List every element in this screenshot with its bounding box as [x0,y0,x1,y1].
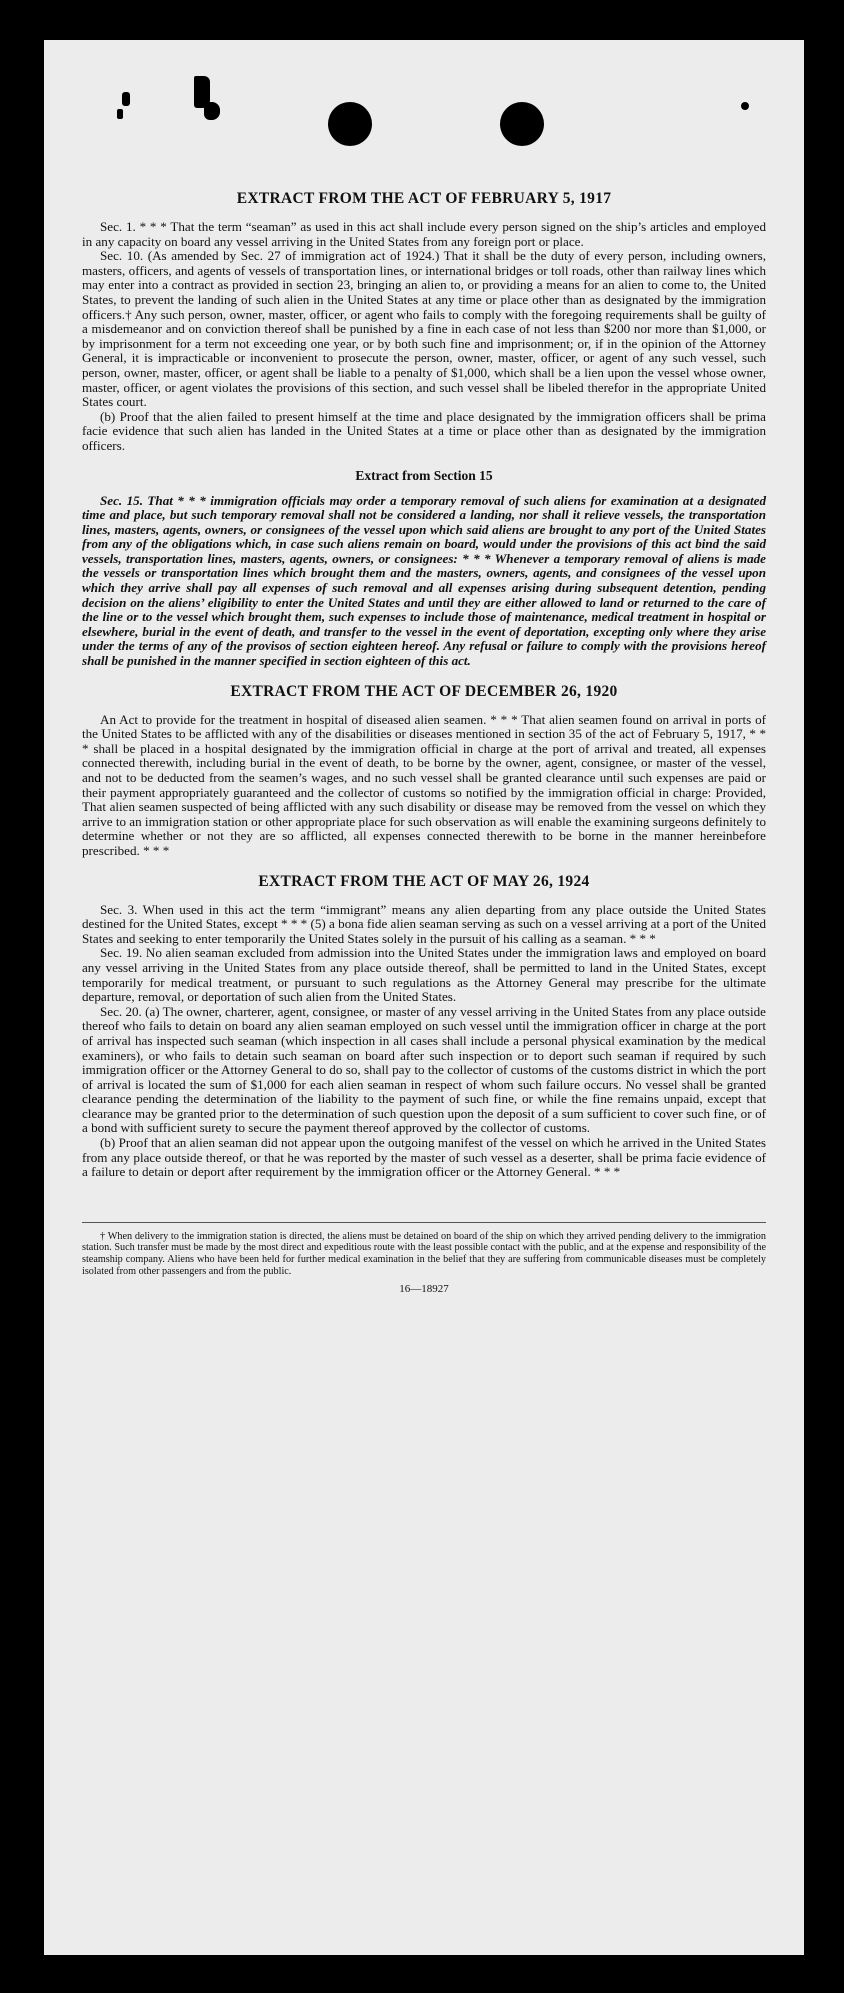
paragraph: Sec. 20. (a) The owner, charterer, agent, consignee, or master of any vessel arriving in the United States from any place outside thereof who fails to detain on board any alien seaman employed on such vessel until the immigration officer in charge at the port of arrival has inspected such seaman (which inspection in all cases shall include a personal physical examination by the medical examiners), or who fails to detain such seaman on board after such inspection or to deport such seaman if required by such immigration officer or the Attorney General to do so, shall pay to the collector of customs of the customs district in which the port of arrival is located the sum of $1,000 for each alien seaman in respect of whom such failure occurs. No vessel shall be granted clearance pending the determination of the liability to the payment of such fine, or while the fine remains unpaid, except that clearance may be granted prior to the determination of such question upon the deposit of a sum sufficient to cover such fine, or of a bond with sufficient surety to secure the payment thereof approved by the collector of customs. [82,1003,766,1136]
paragraph: Sec. 10. (As amended by Sec. 27 of immigration act of 1924.) That it shall be the duty of every person, including owners, masters, officers, and agents of vessels of transportation lines, or international bridges or toll roads, other than railway lines which may enter into a contract as provided in section 23, bringing an alien to, or providing a means for an alien to come to, the United States, to prevent the landing of such alien in the United States at any time or place other than as designated by the immigration officers.† Any such person, owner, master, officer, or agent who fails to comply with the foregoing requirements shall be guilty of a misdemeanor and on conviction thereof shall be punished by a fine in each case of not less than $200 nor more than $1,000, or by imprisonment for a term not exceeding one year, or by both such fine and imprisonment; or, if in the opinion of the Attorney General, it is impracticable or inconvenient to prosecute the person, owner, master, officer, or agent of any such vessel, such person, owner, master, officer, or agent shall be liable to a penalty of $1,000, which shall be a lien upon the vessel whose owner, master, officer, or agent violates the provisions of this section, and such vessel shall be libeled therefor in the appropriate United States court. [82,248,766,410]
paragraph: Sec. 3. When used in this act the term “immigrant” means any alien departing from any place outside the United States destined for the United States, except * * * (5) a bona fide alien seaman serving as such on a vessel arriving at a port of the United States and seeking to enter temporarily the United States solely in the pursuit of his calling as a seaman. * * * [82,901,766,946]
section-heading: Extract from Section 15 [355,467,493,483]
paragraph: Sec. 1. * * * That the term “seaman” as used in this act shall include every person signed on the ship’s articles and employed in any capacity on board any vessel arriving in the United States from any foreign port or place. [82,219,766,249]
paragraph: An Act to provide for the treatment in hospital of diseased alien seamen. * * * That alien seamen found on arrival in ports of the United States to be afflicted with any of the disabilities or diseases mentioned in section 35 of the act of February 5, 1917, * * * shall be placed in a hospital designated by the immigration official in charge at the port of arrival and treated, all expenses connected therewith, including burial in the event of death, to be borne by the owner, agent, consignee, or master of the vessel, and not to be deducted from the seamen’s wages, and no such vessel shall be granted clearance until such expenses are paid or their payment appropriately guaranteed and the collector of customs so notified by the immigration official in charge: Provided, That alien seamen suspected of being afflicted with any such disability or disease may be removed from the vessel on which they arrive to an immigration station or other appropriate place for such observation as will enable the examining surgeons definitely to determine whether or not they are so afflicted, all expenses connected therewith to be borne in the manner hereinbefore prescribed. * * * [82,711,766,858]
paragraph: Sec. 15. That * * * immigration officials may order a temporary removal of such aliens for examination at a designated time and place, but such temporary removal shall not be considered a landing, nor shall it relieve vessels, the transportation lines, masters, agents, owners, or consignees of the vessel upon which said aliens are brought to any port of the United States from any of the obligations which, in case such aliens remain on board, would under the provisions of this act bind the said vessels, transportation lines, masters, agents, owners, or consignees: * * * Whenever a temporary removal of aliens is made the vessels or transportation lines which brought them and the masters, owners, agents, and consignees of the vessel upon which they arrive shall pay all expenses of such removal and all expenses arising during subsequent detention, pending decision on the aliens’ eligibility to enter the United States and until they are either allowed to land or returned to the care of the line or to the vessel which brought them, such expenses to include those of maintenance, medical treatment in hospital or elsewhere, burial in the event of death, and transfer to the vessel in the event of deportation, excepting only where they arise under the terms of any of the provisos of section eighteen hereof. Any refusal or failure to comply with the provisions hereof shall be punished in the manner specified in section eighteen of this act. [82,492,766,669]
ink-blot [122,92,130,106]
paragraph: (b) Proof that an alien seaman did not appear upon the outgoing manifest of the vessel on which he arrived in the United States from any place outside thereof, or that he was reported by the master of such vessel as a deserter, shall be prima facie evidence of a failure to detain or deport after requirement by the immigration officer or the Attorney General. * * * [82,1135,766,1180]
section-heading: EXTRACT FROM THE ACT OF DECEMBER 26, 1920 [230,682,618,700]
document-page [44,40,804,1955]
section-act-1924 [82,873,766,1180]
section-act-1920 [82,683,766,859]
section-act-1917 [82,190,766,454]
footnote-text: † When delivery to the immigration station is directed, the aliens must be detained on board of the ship on which they arrived pending delivery to the immigration station. Such transfer must be made by the most direct and expeditious route with the least possible contact with the public, and at the expense and responsibility of the steamship company. Aliens who have been held for further medical examination in the belief that they are suffering from communicable diseases must be completely isolated from other passengers and from the public. [82,1230,766,1277]
paragraph: Sec. 19. No alien seaman excluded from admission into the United States under the immigration laws and employed on board any vessel arriving in the United States from any place outside thereof, shall be permitted to land in the United States, except temporarily for medical treatment, or pursuant to such regulations as the Attorney General may prescribe for the ultimate departure, removal, or deportation of such alien from the United States. [82,945,766,1005]
footnote [82,1222,766,1277]
print-code: 16—18927 [399,1283,449,1296]
section-extract-15 [82,468,766,669]
ink-blot [117,109,123,119]
paragraph: (b) Proof that the alien failed to present himself at the time and place designated by the immigration officers shall be prima facie evidence that such alien has landed in the United States at a time or place other than as designated by the immigration officers. [82,408,766,453]
punch-hole [328,102,372,146]
section-heading: EXTRACT FROM THE ACT OF MAY 26, 1924 [258,872,590,890]
ink-blot [741,102,749,110]
section-heading: EXTRACT FROM THE ACT OF FEBRUARY 5, 1917 [236,190,612,207]
punch-hole [500,102,544,146]
ink-blot [204,102,220,120]
